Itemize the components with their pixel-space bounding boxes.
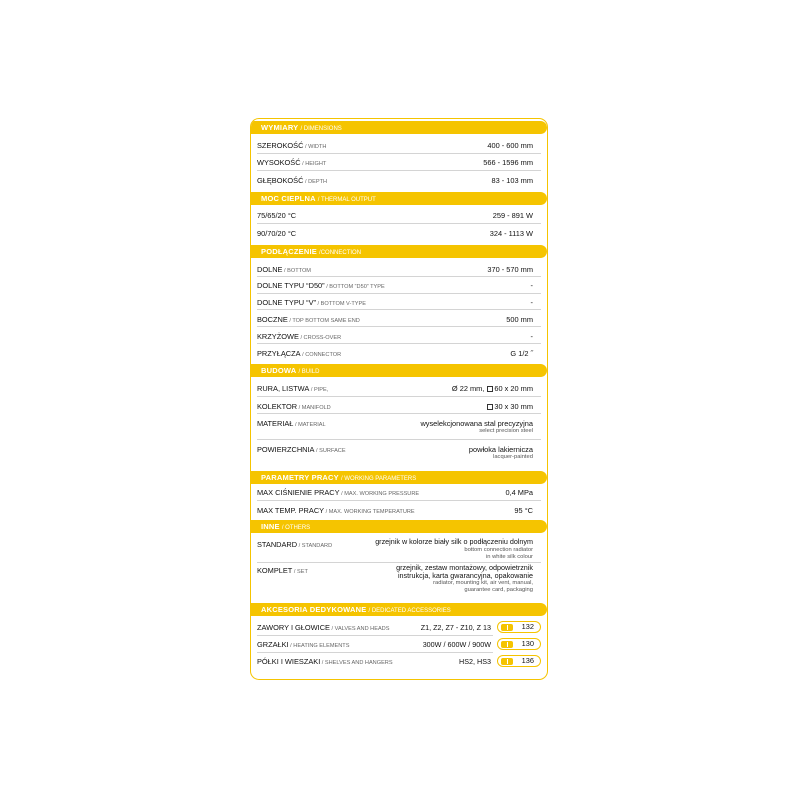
set-subtext-2: guarantee card, packaging <box>464 587 533 593</box>
book-icon <box>501 658 513 665</box>
surface-subtext: lacquer-painted <box>493 454 533 460</box>
spec-card <box>250 118 548 680</box>
spec-row-max-pressure: MAX CIŚNIENIE PRACY / MAX. WORKING PRESSURE 0,4 MPa <box>257 488 533 497</box>
divider <box>257 309 541 310</box>
spec-row-standard: STANDARD / STANDARD <box>257 540 333 549</box>
divider <box>257 293 541 294</box>
spec-row-connector: PRZYŁĄCZA / CONNECTOR G 1/2 ˝ <box>257 349 533 358</box>
section-header-thermal-output: MOC CIEPLNA / THERMAL OUTPUT <box>251 192 547 205</box>
spec-row-crossover: KRZYŻOWE / CROSS-OVER - <box>257 332 533 341</box>
spec-row-bottom: DOLNE / BOTTOM 370 - 570 mm <box>257 265 533 274</box>
spec-row-pipe: RURA, LISTWA / PIPE, Ø 22 mm, 60 x 20 mm <box>257 384 533 393</box>
divider <box>257 413 541 414</box>
divider <box>257 396 541 397</box>
section-header-accessories: AKCESORIA DEDYKOWANE / DEDICATED ACCESSORIES <box>251 603 547 616</box>
divider <box>257 439 541 440</box>
divider <box>257 326 541 327</box>
section-header-dimensions: WYMIARY / DIMENSIONS <box>251 121 547 134</box>
standard-value: grzejnik w kolorze biały silk o podłączeniu dolnym <box>375 537 533 546</box>
spec-row-thermal-90: 90/70/20 °C 324 - 1113 W <box>257 229 533 238</box>
spec-row-manifold: KOLEKTOR / MANIFOLD 30 x 30 mm <box>257 402 533 411</box>
page-ref-badge-heating[interactable]: 130 <box>497 638 541 650</box>
square-icon <box>487 404 493 410</box>
accessory-row-valves: ZAWORY I GŁOWICE / VALVES AND HEADS <box>257 623 390 632</box>
divider <box>257 500 541 501</box>
section-header-working-parameters: PARAMETRY PRACY / WORKING PARAMETERS <box>251 471 547 484</box>
page-ref-badge-valves[interactable]: 132 <box>497 621 541 633</box>
square-icon <box>487 386 493 392</box>
divider <box>257 223 541 224</box>
spec-row-thermal-75: 75/65/20 °C 259 - 891 W <box>257 211 533 220</box>
accessory-value-valves: Z1, Z2, Z7 - Z10, Z 13 <box>420 623 491 632</box>
spec-row-bottom-v: DOLNE TYPU “V” / BOTTOM V-TYPE - <box>257 298 533 307</box>
spec-row-height: WYSOKOŚĆ / HEIGHT 566 - 1596 mm <box>257 158 533 167</box>
section-header-others: INNE / OTHERS <box>251 520 547 533</box>
spec-row-width: SZEROKOŚĆ / WIDTH 400 - 600 mm <box>257 141 533 150</box>
accessory-value-heating: 300W / 600W / 900W <box>422 640 491 649</box>
accessory-row-heating: GRZAŁKI / HEATING ELEMENTS <box>257 640 350 649</box>
spec-row-bottom-d50: DOLNE TYPU “D50” / BOTTOM “D50” TYPE - <box>257 281 533 290</box>
divider <box>257 276 541 277</box>
spec-row-material: MATERIAŁ / MATERIAL wyselekcjonowana stal precyzyjna <box>257 419 533 428</box>
accessory-row-shelves: PÓŁKI I WIESZAKI / SHELVES AND HANGERS <box>257 657 393 666</box>
spec-row-set: KOMPLET / SET <box>257 566 308 575</box>
material-subtext: select precision steel <box>479 428 533 434</box>
standard-subtext-2: in white silk colour <box>485 554 533 560</box>
divider <box>257 652 493 653</box>
standard-subtext-1: bottom connection radiator <box>464 547 533 553</box>
spec-row-side: BOCZNE / TOP BOTTOM SAME END 500 mm <box>257 315 533 324</box>
section-header-build: BUDOWA / BUILD <box>251 364 547 377</box>
divider <box>257 170 541 171</box>
spec-row-max-temp: MAX TEMP. PRACY / MAX. WORKING TEMPERATURE 95 °C <box>257 506 533 515</box>
set-subtext-1: radiator, mounting kit, air vent, manual, <box>433 580 533 586</box>
divider <box>257 153 541 154</box>
section-header-connection: PODŁĄCZENIE /CONNECTION <box>251 245 547 258</box>
accessory-value-shelves: HS2, HS3 <box>459 657 491 666</box>
book-icon <box>501 641 513 648</box>
divider <box>257 343 541 344</box>
spec-row-depth: GŁĘBOKOŚĆ / DEPTH 83 - 103 mm <box>257 176 533 185</box>
set-value-line-2: instrukcja, karta gwarancyjna, opakowanie <box>397 571 533 580</box>
set-value-line-1: grzejnik, zestaw montażowy, odpowietrznik <box>396 563 533 572</box>
divider <box>257 635 493 636</box>
spec-row-surface: POWIERZCHNIA / SURFACE powłoka lakiernicza <box>257 445 533 454</box>
page-ref-badge-shelves[interactable]: 136 <box>497 655 541 667</box>
book-icon <box>501 624 513 631</box>
